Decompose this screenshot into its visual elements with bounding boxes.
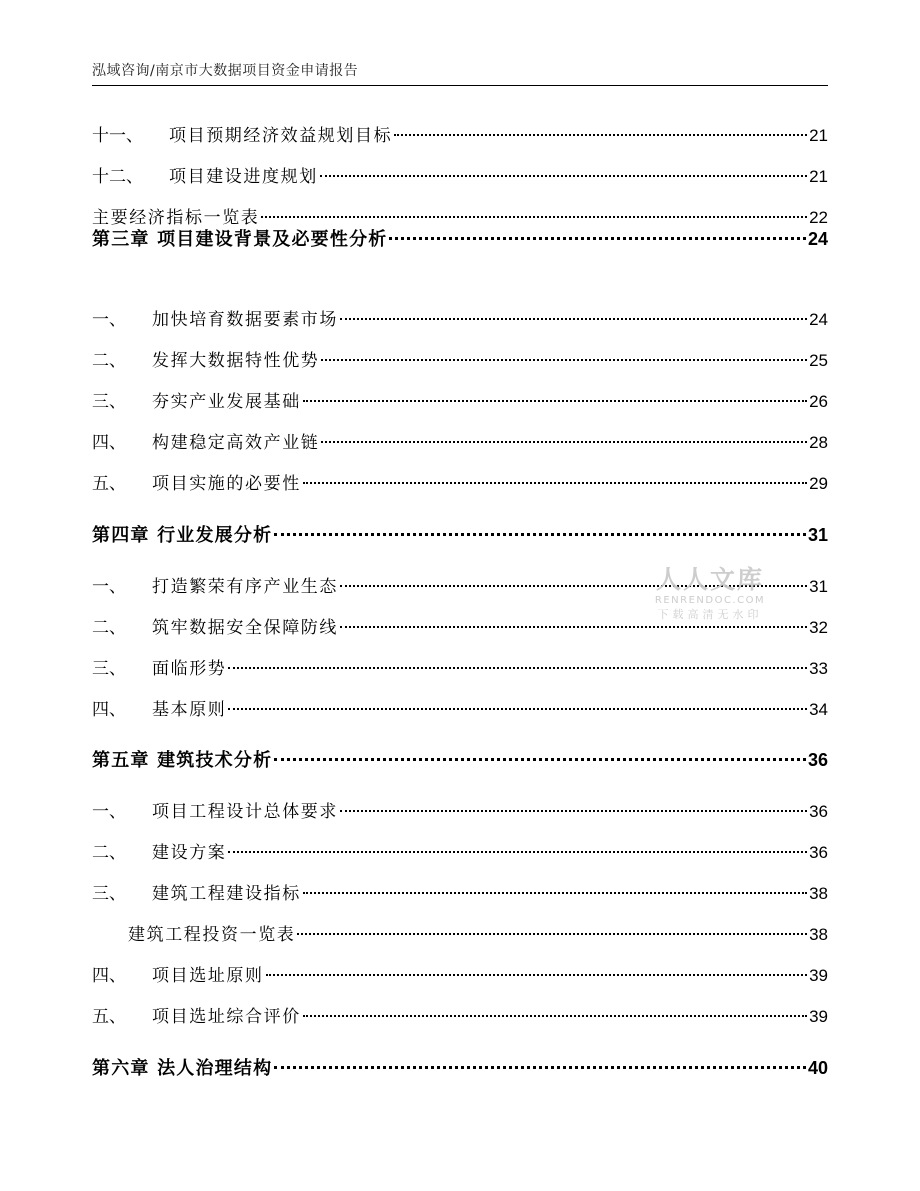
toc-entry[interactable] [92,842,828,864]
toc-page-number: 21 [809,126,828,145]
toc-page-number: 38 [809,884,828,903]
toc-leader [228,851,807,853]
toc-page-number: 31 [809,577,828,596]
toc-entry-number: 二、 [92,351,126,371]
toc-page-number: 21 [809,167,828,186]
toc-entry-title: 建设方案 [152,843,227,863]
toc-entry-title: 面临形势 [152,659,227,679]
toc-page-number: 36 [807,750,828,770]
toc-page-number: 40 [807,1058,828,1078]
toc-page-number: 32 [809,618,828,637]
toc-entry-number: 二、 [92,618,126,638]
toc-entry-number: 十二、 [92,167,143,187]
toc-page-number: 36 [809,802,828,821]
toc-page-number: 33 [809,659,828,678]
toc-page-number: 25 [809,351,828,370]
toc-leader [228,708,807,710]
toc-leader [228,667,807,669]
toc-entry-title: 筑牢数据安全保障防线 [152,618,338,638]
toc-entry-title: 项目预期经济效益规划目标 [169,126,393,146]
toc-entry-number: 一、 [92,310,126,330]
toc-entry[interactable] [92,473,828,495]
header-rule [92,85,828,86]
toc-entry-title: 项目选址综合评价 [152,1007,301,1027]
toc-chapter-title: 第四章 行业发展分析 [92,525,273,546]
toc-entry[interactable] [92,965,828,987]
toc-entry[interactable] [92,166,828,188]
toc-leader [274,533,806,536]
toc-entry-number: 四、 [92,700,126,720]
toc-leader [321,359,807,361]
toc-leader [261,216,807,218]
toc-entry-number: 一、 [92,802,126,822]
toc-entry[interactable] [92,309,828,331]
toc-chapter-title: 第五章 建筑技术分析 [92,750,273,771]
toc-entry[interactable] [128,924,828,946]
toc-page-number: 24 [809,310,828,329]
toc-chapter-entry[interactable] [92,228,828,251]
toc-leader [321,441,807,443]
toc-chapter-title: 第三章 项目建设背景及必要性分析 [92,229,388,250]
toc-entry-title: 项目建设进度规划 [169,167,318,187]
toc-leader [340,318,807,320]
toc-entry-title: 打造繁荣有序产业生态 [152,577,338,597]
toc-entry-number: 一、 [92,577,126,597]
toc-entry-title: 夯实产业发展基础 [152,392,301,412]
toc-entry-number: 三、 [92,884,126,904]
toc-entry-title: 主要经济指标一览表 [92,208,260,228]
toc-entry[interactable] [92,883,828,905]
toc-leader [303,892,807,894]
toc-entry-title: 构建稳定高效产业链 [152,433,320,453]
toc-entry-number: 二、 [92,843,126,863]
toc-entry[interactable] [92,350,828,372]
toc-page-number: 29 [809,474,828,493]
toc-entry-number: 三、 [92,659,126,679]
toc-entry-title: 建筑工程建设指标 [152,884,301,904]
toc-chapter-title: 第六章 法人治理结构 [92,1058,273,1079]
watermark [646,566,774,622]
toc-leader [394,134,807,136]
toc-page-number: 31 [807,525,828,545]
toc-entry[interactable] [92,658,828,680]
toc-page-number: 26 [809,392,828,411]
watermark-title: 人人文库 [655,565,764,594]
toc-page-number: 39 [809,966,828,985]
toc-entry-number: 四、 [92,966,126,986]
toc-leader [297,933,807,935]
toc-entry[interactable] [92,391,828,413]
toc-leader [303,400,807,402]
toc-entry-number: 五、 [92,474,126,494]
toc-leader [320,175,807,177]
toc-leader [303,482,807,484]
toc-entry[interactable] [92,1006,828,1028]
toc-entry[interactable] [92,432,828,454]
toc-leader [274,1066,806,1069]
toc-entry-title: 发挥大数据特性优势 [152,351,320,371]
toc-entry-number: 十一、 [92,126,143,146]
toc-leader [303,1015,807,1017]
toc-page-number: 38 [809,925,828,944]
toc-leader [340,810,807,812]
toc-chapter-entry[interactable] [92,524,828,547]
toc-entry-number: 四、 [92,433,126,453]
toc-entry[interactable] [92,801,828,823]
watermark-url: RENRENDOC.COM [654,595,766,606]
toc-chapter-entry[interactable] [92,1057,828,1080]
header-text: 泓域咨询/南京市大数据项目资金申请报告 [92,63,359,79]
toc-leader [389,237,806,240]
toc-entry-title: 项目实施的必要性 [152,474,301,494]
toc-entry-title: 项目工程设计总体要求 [152,802,338,822]
toc-entry-number: 五、 [92,1007,126,1027]
toc-leader [266,974,807,976]
toc-entry-title: 基本原则 [152,700,227,720]
toc-page-number: 24 [807,229,828,249]
toc-page-number: 34 [809,700,828,719]
toc-page-number: 28 [809,433,828,452]
toc-entry[interactable] [92,207,828,229]
toc-page-number: 36 [809,843,828,862]
toc-entry-title: 建筑工程投资一览表 [128,925,296,945]
toc-page-number: 39 [809,1007,828,1026]
toc-entry[interactable] [92,125,828,147]
toc-chapter-entry[interactable] [92,749,828,772]
toc-entry-title: 加快培育数据要素市场 [152,310,338,330]
toc-leader [274,758,806,761]
watermark-note: 下载高清无水印 [657,608,763,621]
toc-page-number: 22 [809,208,828,227]
toc-entry-number: 三、 [92,392,126,412]
toc-entry-title: 项目选址原则 [152,966,264,986]
toc-entry[interactable] [92,699,828,721]
toc-leader [340,626,807,628]
